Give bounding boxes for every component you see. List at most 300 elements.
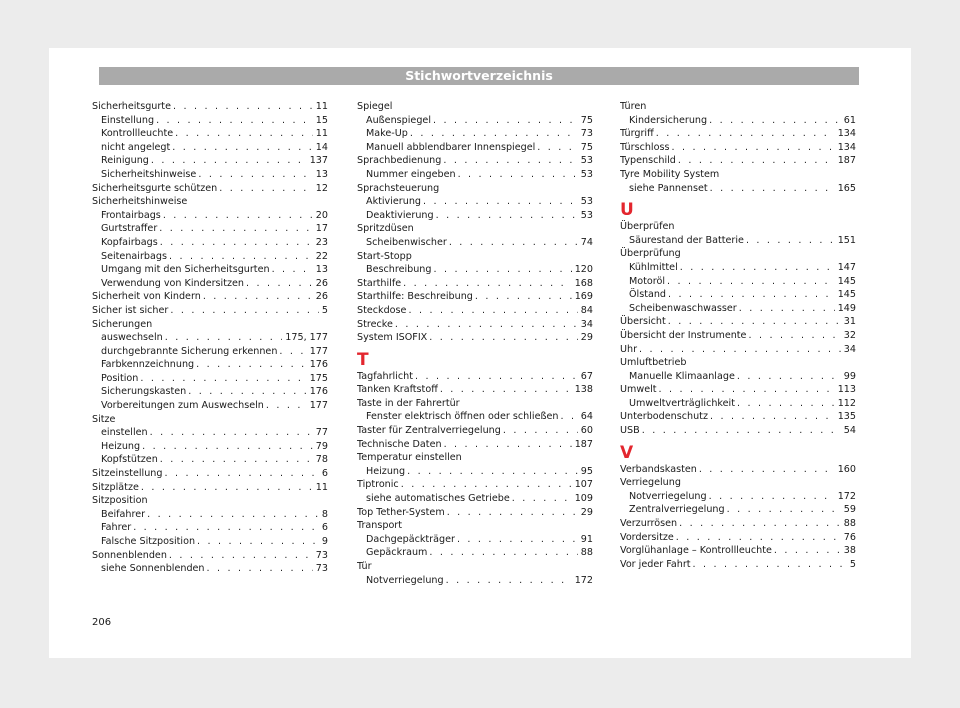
index-entry <box>620 127 856 141</box>
entry-term: Beschreibung <box>366 264 432 276</box>
dot-leader <box>403 277 572 291</box>
index-entry <box>620 476 856 490</box>
dot-leader <box>279 345 306 359</box>
entry-term: Sprachbedienung <box>357 155 442 167</box>
entry-page-ref: 61 <box>843 114 856 126</box>
entry-term: Türschloss <box>620 141 670 153</box>
entry-term: Sitzplätze <box>92 481 139 493</box>
index-subentry <box>357 574 593 588</box>
entry-page-ref: 88 <box>580 547 593 559</box>
dot-leader <box>395 318 578 332</box>
index-subentry <box>92 127 328 141</box>
dot-leader <box>156 114 313 128</box>
dot-leader <box>440 383 572 397</box>
entry-page-ref: 177 <box>309 345 328 357</box>
entry-term: Einstellung <box>101 114 155 126</box>
index-subentry <box>92 345 328 359</box>
entry-page-ref: 73 <box>580 128 593 140</box>
index-subentry <box>92 440 328 454</box>
index-subentry <box>357 546 593 560</box>
entry-page-ref: 26 <box>315 291 328 303</box>
dot-leader <box>642 424 841 438</box>
dot-leader <box>739 302 835 316</box>
index-subentry <box>92 209 328 223</box>
entry-page-ref: 95 <box>580 465 593 477</box>
dot-leader <box>160 236 313 250</box>
index-entry <box>92 413 328 427</box>
dot-leader <box>197 535 319 549</box>
index-subentry <box>620 234 856 248</box>
index-entry <box>620 558 856 572</box>
entry-page-ref: 79 <box>315 440 328 452</box>
index-subentry <box>92 263 328 277</box>
index-entry <box>357 331 593 345</box>
entry-page-ref: 176 <box>309 359 328 371</box>
entry-term: Steckdose <box>357 304 407 316</box>
entry-term: Unterbodenschutz <box>620 411 708 423</box>
index-subentry <box>357 141 593 155</box>
index-subentry <box>92 399 328 413</box>
index-subentry <box>92 250 328 264</box>
index-entry <box>357 451 593 465</box>
entry-page-ref: 14 <box>315 141 328 153</box>
entry-term: Scheibenwischer <box>366 236 447 248</box>
index-entry <box>357 222 593 236</box>
dot-leader <box>219 182 313 196</box>
entry-term: Strecke <box>357 318 393 330</box>
index-subentry <box>357 533 593 547</box>
index-entry <box>92 481 328 495</box>
dot-leader <box>561 410 578 424</box>
index-subentry <box>92 535 328 549</box>
index-subentry <box>92 114 328 128</box>
entry-page-ref: 172 <box>837 490 856 502</box>
index-entry <box>357 397 593 411</box>
index-entry <box>620 463 856 477</box>
dot-leader <box>458 168 578 182</box>
index-entry <box>357 182 593 196</box>
entry-page-ref: 75 <box>580 114 593 126</box>
entry-term: Verriegelung <box>620 477 681 489</box>
entry-term: Sonnenblenden <box>92 549 167 561</box>
index-subentry <box>357 465 593 479</box>
entry-term: Position <box>101 372 139 384</box>
entry-term: Farbkennzeichnung <box>101 359 195 371</box>
entry-term: Überprüfung <box>620 248 681 260</box>
entry-page-ref: 5 <box>849 558 856 570</box>
entry-term: Falsche Sitzposition <box>101 536 196 547</box>
entry-page-ref: 20 <box>315 209 328 221</box>
dot-leader <box>266 399 307 413</box>
index-entry <box>620 247 856 261</box>
dot-leader <box>746 234 835 248</box>
index-subentry <box>92 562 328 576</box>
entry-page-ref: 32 <box>843 329 856 341</box>
dot-leader <box>679 517 841 531</box>
index-entry <box>357 478 593 492</box>
entry-page-ref: 147 <box>837 261 856 273</box>
entry-page-ref: 12 <box>315 182 328 194</box>
entry-term: Frontairbags <box>101 209 161 221</box>
dot-leader <box>444 438 572 452</box>
index-entry <box>92 304 328 318</box>
entry-term: auswechseln <box>101 332 163 344</box>
entry-term: Starthilfe: Beschreibung <box>357 291 473 303</box>
entry-page-ref: 64 <box>580 411 593 423</box>
entry-page-ref: 38 <box>843 545 856 557</box>
entry-page-ref: 172 <box>574 574 593 586</box>
index-subentry <box>92 426 328 440</box>
entry-term: Top Tether-System <box>357 506 445 518</box>
dot-leader <box>410 127 578 141</box>
entry-term: Säurestand der Batterie <box>629 234 744 246</box>
index-entry <box>357 519 593 533</box>
entry-term: Verzurrösen <box>620 518 678 530</box>
index-column-2 <box>357 100 593 587</box>
entry-term: Ölstand <box>629 289 667 301</box>
entry-term: Taste in der Fahrertür <box>357 397 460 409</box>
entry-page-ref: 137 <box>309 155 328 167</box>
entry-page-ref: 75 <box>580 141 593 153</box>
index-subentry <box>92 154 328 168</box>
dot-leader <box>207 562 313 576</box>
entry-page-ref: 29 <box>580 332 593 344</box>
dot-leader <box>160 453 313 467</box>
entry-term: Technische Daten <box>357 438 442 450</box>
entry-term: Sitzposition <box>92 495 148 507</box>
index-subentry <box>357 209 593 223</box>
dot-leader <box>408 304 577 318</box>
index-entry <box>357 438 593 452</box>
index-subentry <box>357 127 593 141</box>
section-letter: V <box>620 442 634 463</box>
entry-term: Vordersitze <box>620 531 674 543</box>
entry-term: Umluftbetrieb <box>620 357 687 369</box>
entry-page-ref: 31 <box>843 316 856 328</box>
entry-term: Heizung <box>366 465 406 477</box>
dot-leader <box>169 250 313 264</box>
index-subentry <box>357 410 593 424</box>
entry-term: Reinigung <box>101 155 149 167</box>
entry-page-ref: 11 <box>315 101 328 112</box>
entry-term: Vorbereitungen zum Auswechseln <box>101 400 264 412</box>
entry-page-ref: 77 <box>315 427 328 439</box>
index-subentry <box>92 236 328 250</box>
index-subentry <box>620 503 856 517</box>
entry-term: siehe Sonnenblenden <box>101 563 205 575</box>
index-subentry <box>620 397 856 411</box>
entry-page-ref: 113 <box>837 384 856 396</box>
entry-page-ref: 29 <box>580 506 593 518</box>
dot-leader <box>141 481 313 495</box>
index-entry <box>357 277 593 291</box>
entry-page-ref: 151 <box>837 234 856 246</box>
entry-term: Tyre Mobility System <box>620 168 720 180</box>
entry-page-ref: 11 <box>315 128 328 140</box>
dot-leader <box>170 304 319 318</box>
index-entry <box>357 383 593 397</box>
index-column-3 <box>620 100 856 571</box>
entry-term: Temperatur einstellen <box>357 452 462 464</box>
entry-page-ref: 169 <box>574 291 593 303</box>
entry-page-ref: 67 <box>580 370 593 382</box>
dot-leader <box>667 275 835 289</box>
index-entry <box>620 356 856 370</box>
entry-term: Typenschild <box>620 155 676 167</box>
index-subentry <box>92 453 328 467</box>
entry-page-ref: 34 <box>843 343 856 355</box>
index-entry <box>92 100 328 114</box>
entry-term: Spiegel <box>357 101 393 112</box>
dot-leader <box>272 263 313 277</box>
entry-term: einstellen <box>101 427 148 439</box>
dot-leader <box>737 397 835 411</box>
index-subentry <box>357 263 593 277</box>
entry-page-ref: 99 <box>843 370 856 382</box>
page-title: Stichwortverzeichnis <box>99 67 859 85</box>
dot-leader <box>163 209 313 223</box>
entry-page-ref: 60 <box>580 425 593 437</box>
index-subentry <box>92 331 328 345</box>
index-entry <box>620 168 856 182</box>
dot-leader <box>246 277 313 291</box>
entry-term: Sicherheitshinweise <box>101 168 197 180</box>
dot-leader <box>401 478 572 492</box>
dot-leader <box>150 426 313 440</box>
index-subentry <box>620 288 856 302</box>
dot-leader <box>429 331 578 345</box>
dot-leader <box>639 343 841 357</box>
dot-leader <box>429 546 577 560</box>
entry-term: Sicher ist sicher <box>92 304 169 316</box>
index-subentry <box>620 275 856 289</box>
entry-page-ref: 59 <box>843 504 856 516</box>
index-subentry <box>92 141 328 155</box>
dot-leader <box>169 549 313 563</box>
entry-page-ref: 107 <box>574 479 593 491</box>
dot-leader <box>659 383 835 397</box>
index-subentry <box>620 182 856 196</box>
entry-term: Aktivierung <box>366 196 421 208</box>
entry-term: Sicherheitshinweise <box>92 196 188 208</box>
entry-term: Umwelt <box>620 384 657 396</box>
entry-term: Uhr <box>620 343 638 355</box>
entry-term: Sitzeinstellung <box>92 468 163 480</box>
index-subentry <box>357 114 593 128</box>
entry-page-ref: 6 <box>321 468 328 480</box>
entry-page-ref: 134 <box>837 141 856 153</box>
index-subentry <box>620 490 856 504</box>
index-entry <box>92 182 328 196</box>
index-entry <box>620 517 856 531</box>
entry-term: Umgang mit den Sicherheitsgurten <box>101 264 270 276</box>
entry-page-ref: 120 <box>574 264 593 276</box>
index-entry <box>620 329 856 343</box>
entry-term: Kopfstützen <box>101 454 158 466</box>
dot-leader <box>173 100 313 114</box>
dot-leader <box>668 288 835 302</box>
entry-term: Außenspiegel <box>366 114 431 126</box>
index-entry <box>620 100 856 114</box>
entry-term: Vor jeder Fahrt <box>620 558 691 570</box>
index-entry <box>620 141 856 155</box>
entry-term: Vorglühanlage – Kontrollleuchte <box>620 545 772 557</box>
entry-page-ref: 177 <box>309 400 328 412</box>
index-subentry <box>357 195 593 209</box>
entry-term: Überprüfen <box>620 221 675 233</box>
entry-term: Notverriegelung <box>629 490 707 502</box>
dot-leader <box>737 370 841 384</box>
index-entry <box>620 154 856 168</box>
index-entry <box>92 290 328 304</box>
entry-term: siehe automatisches Getriebe <box>366 493 510 505</box>
entry-page-ref: 160 <box>837 463 856 475</box>
dot-leader <box>693 558 847 572</box>
entry-term: Kindersicherung <box>629 114 708 126</box>
page-number: 206 <box>92 617 112 628</box>
entry-page-ref: 53 <box>580 209 593 221</box>
entry-term: Übersicht der Instrumente <box>620 329 747 341</box>
index-entry <box>620 220 856 234</box>
entry-term: Sicherheit von Kindern <box>92 291 201 303</box>
index-entry <box>92 494 328 508</box>
dot-leader <box>196 358 307 372</box>
index-entry <box>620 424 856 438</box>
index-entry <box>92 195 328 209</box>
dot-leader <box>159 222 313 236</box>
dot-leader <box>671 141 834 155</box>
entry-page-ref: 145 <box>837 289 856 301</box>
entry-term: Notverriegelung <box>366 574 444 586</box>
entry-page-ref: 13 <box>315 168 328 180</box>
dot-leader <box>164 467 318 481</box>
entry-page-ref: 145 <box>837 275 856 287</box>
entry-term: Deaktivierung <box>366 209 434 221</box>
entry-page-ref: 73 <box>315 563 328 575</box>
entry-term: Umweltverträglichkeit <box>629 397 735 409</box>
entry-term: USB <box>620 425 640 437</box>
index-subentry <box>357 492 593 506</box>
index-entry <box>357 370 593 384</box>
dot-leader <box>656 127 835 141</box>
entry-page-ref: 54 <box>843 425 856 437</box>
dot-leader <box>774 544 841 558</box>
entry-term: Taster für Zentralverriegelung <box>357 425 501 437</box>
dot-leader <box>142 440 313 454</box>
entry-term: nicht angelegt <box>101 141 171 153</box>
index-subentry <box>92 277 328 291</box>
entry-page-ref: 78 <box>315 454 328 466</box>
entry-page-ref: 5 <box>321 304 328 316</box>
index-subentry <box>92 508 328 522</box>
entry-page-ref: 76 <box>843 531 856 543</box>
dot-leader <box>503 424 578 438</box>
entry-term: Türen <box>620 101 647 112</box>
entry-term: Kühlmittel <box>629 261 678 273</box>
entry-term: Start-Stopp <box>357 250 412 262</box>
entry-page-ref: 13 <box>315 264 328 276</box>
index-entry <box>620 531 856 545</box>
dot-leader <box>188 385 306 399</box>
entry-term: Sitze <box>92 413 116 425</box>
entry-page-ref: 17 <box>315 223 328 235</box>
entry-page-ref: 175, 177 <box>285 332 328 344</box>
dot-leader <box>443 154 577 168</box>
entry-term: Nummer eingeben <box>366 168 456 180</box>
entry-term: durchgebrannte Sicherung erkennen <box>101 345 278 357</box>
entry-page-ref: 138 <box>574 384 593 396</box>
entry-term: Sicherungskasten <box>101 386 187 398</box>
entry-page-ref: 22 <box>315 250 328 262</box>
index-entry <box>357 560 593 574</box>
dot-leader <box>203 290 313 304</box>
entry-term: Gepäckraum <box>366 547 428 559</box>
entry-page-ref: 134 <box>837 128 856 140</box>
index-subentry <box>620 114 856 128</box>
section-letter: T <box>357 349 369 370</box>
entry-term: Manuell abblendbarer Innenspiegel <box>366 141 536 153</box>
entry-term: Transport <box>357 520 403 532</box>
index-entry <box>620 544 856 558</box>
entry-term: Tagfahrlicht <box>357 370 413 382</box>
entry-term: System ISOFIX <box>357 332 428 344</box>
entry-term: Verbandskasten <box>620 463 697 475</box>
entry-page-ref: 88 <box>843 518 856 530</box>
entry-term: Verwendung von Kindersitzen <box>101 277 244 289</box>
entry-page-ref: 84 <box>580 304 593 316</box>
dot-leader <box>436 209 578 223</box>
entry-term: Motoröl <box>629 275 666 287</box>
entry-page-ref: 34 <box>580 318 593 330</box>
entry-term: Türgriff <box>620 128 654 140</box>
entry-page-ref: 15 <box>315 114 328 126</box>
entry-term: Starthilfe <box>357 277 402 289</box>
dot-leader <box>710 410 835 424</box>
dot-leader <box>449 236 578 250</box>
dot-leader <box>709 114 841 128</box>
dot-leader <box>175 127 313 141</box>
entry-term: Sicherheitsgurte <box>92 101 171 112</box>
entry-page-ref: 175 <box>309 372 328 384</box>
entry-term: Dachgepäckträger <box>366 533 455 545</box>
index-entry <box>620 315 856 329</box>
index-subentry <box>620 370 856 384</box>
index-entry <box>357 100 593 114</box>
dot-leader <box>147 508 319 522</box>
entry-page-ref: 53 <box>580 168 593 180</box>
index-subentry <box>357 236 593 250</box>
dot-leader <box>133 521 319 535</box>
entry-page-ref: 53 <box>580 155 593 167</box>
entry-term: Tiptronic <box>357 479 399 491</box>
entry-term: Fenster elektrisch öffnen oder schließen <box>366 411 559 423</box>
dot-leader <box>446 574 572 588</box>
dot-leader <box>423 195 578 209</box>
entry-page-ref: 149 <box>837 302 856 314</box>
index-subentry <box>92 385 328 399</box>
index-subentry <box>620 302 856 316</box>
section-letter: U <box>620 200 634 221</box>
entry-page-ref: 53 <box>580 196 593 208</box>
entry-term: Heizung <box>101 440 141 452</box>
entry-page-ref: 9 <box>321 536 328 547</box>
dot-leader <box>709 490 835 504</box>
index-entry <box>357 304 593 318</box>
entry-page-ref: 165 <box>837 182 856 194</box>
dot-leader <box>415 370 578 384</box>
dot-leader <box>537 141 577 155</box>
dot-leader <box>678 154 835 168</box>
